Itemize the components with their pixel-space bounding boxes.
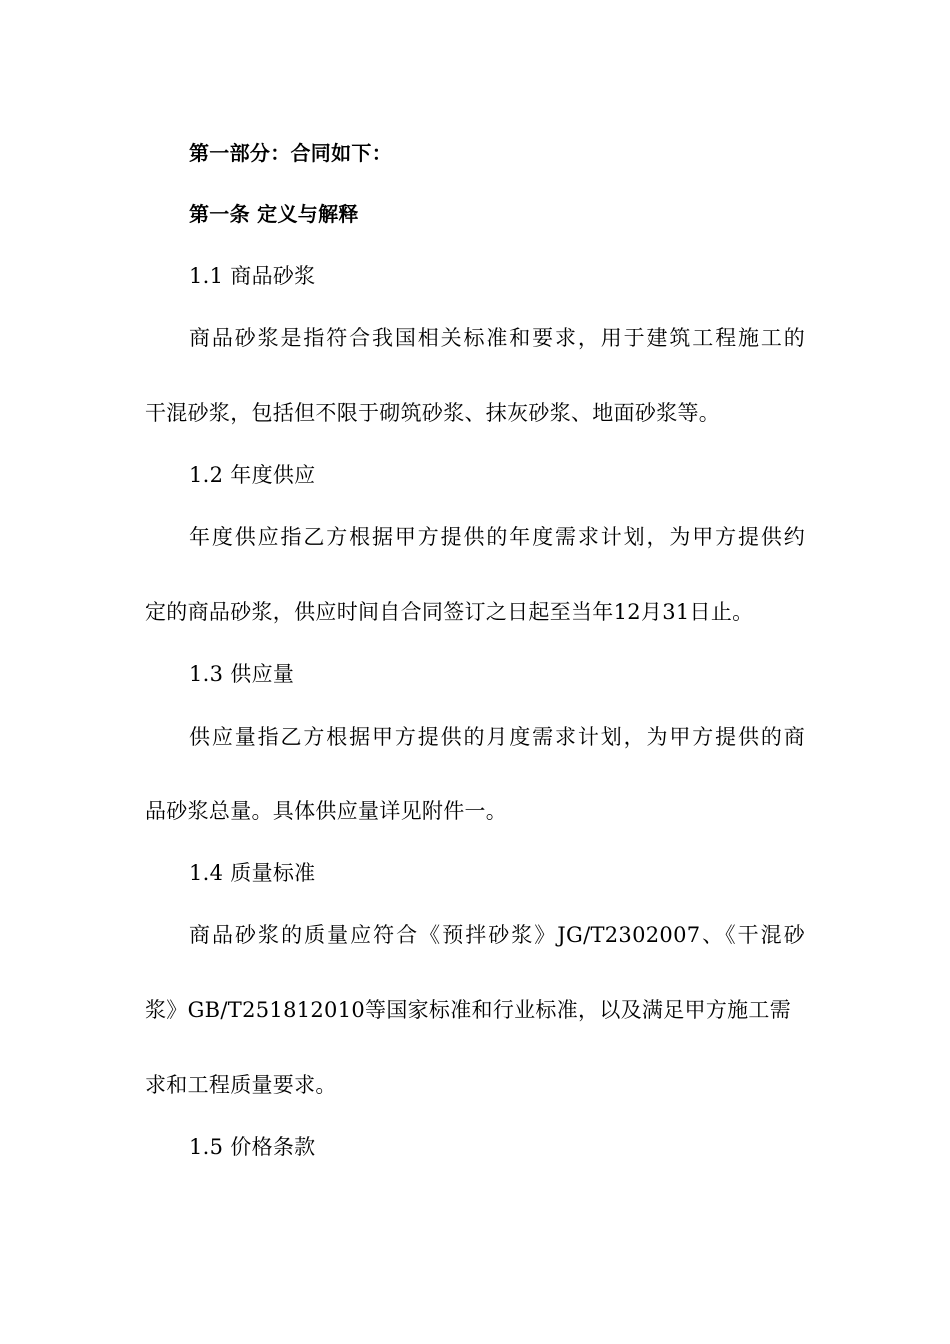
section-1-4-text-line-2: 浆》GB/T251812010等国家标准和行业标准，以及满足甲方施工需 (145, 998, 792, 1022)
article-heading: 第一条 定义与解释 (189, 202, 359, 226)
section-1-1-text-line-1: 商品砂浆是指符合我国相关标准和要求，用于建筑工程施工的 (189, 326, 805, 350)
section-1-3-text-line-1: 供应量指乙方根据甲方提供的月度需求计划，为甲方提供的商 (189, 725, 805, 749)
section-1-2-text-line-1: 年度供应指乙方根据甲方提供的年度需求计划，为甲方提供约 (189, 525, 805, 549)
section-1-4-title: 1.4 质量标准 (189, 861, 316, 885)
section-1-2-title: 1.2 年度供应 (189, 463, 316, 487)
section-1-3-title: 1.3 供应量 (189, 662, 295, 686)
section-1-5-title: 1.5 价格条款 (189, 1135, 316, 1159)
section-1-3-text-line-2: 品砂浆总量。具体供应量详见附件一。 (145, 799, 508, 823)
section-1-1-text-line-2: 干混砂浆，包括但不限于砌筑砂浆、抹灰砂浆、地面砂浆等。 (145, 401, 721, 425)
section-1-2-text-line-2: 定的商品砂浆，供应时间自合同签订之日起至当年12月31日止。 (145, 600, 754, 624)
part-heading: 第一部分：合同如下： (189, 141, 392, 165)
section-1-4-text-line-1: 商品砂浆的质量应符合《预拌砂浆》JG/T2302007、《干混砂 (189, 923, 805, 947)
section-1-4-text-line-3: 求和工程质量要求。 (145, 1073, 337, 1097)
section-1-1-title: 1.1 商品砂浆 (189, 264, 316, 288)
